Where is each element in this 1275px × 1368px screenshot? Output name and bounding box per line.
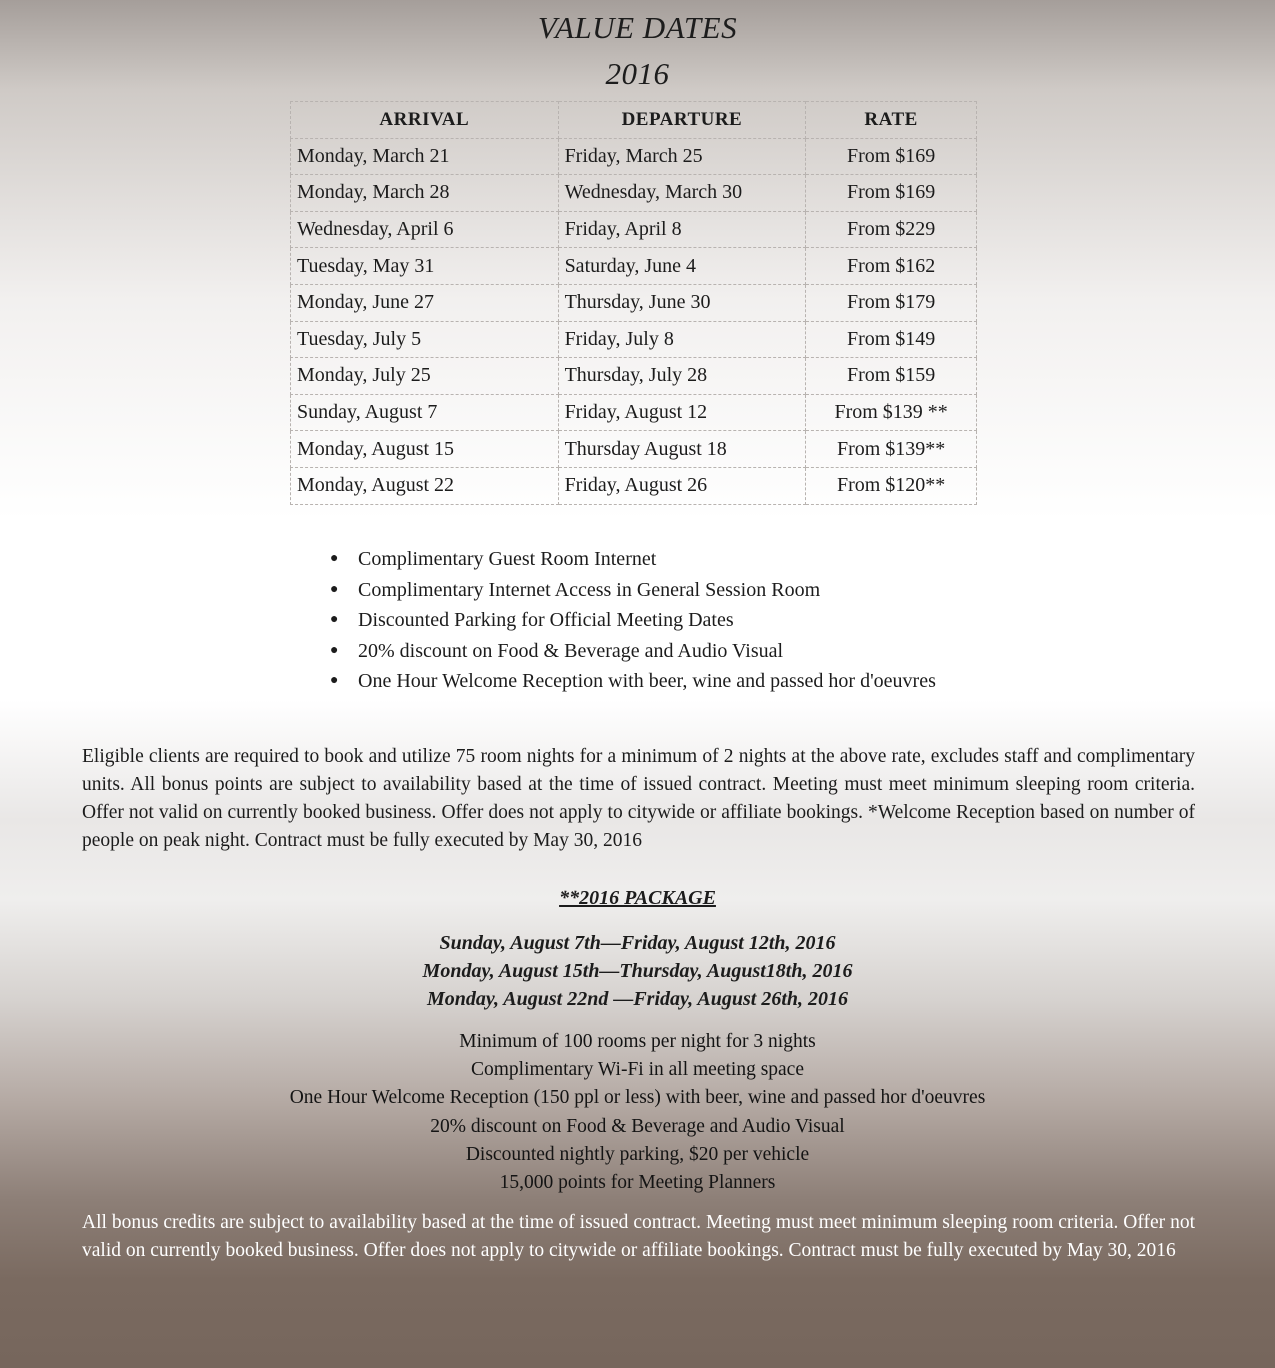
rate-cell: From $169 <box>806 138 977 175</box>
bullet-icon: ● <box>330 673 339 689</box>
arrival-cell: Tuesday, May 31 <box>291 248 559 285</box>
rate-cell: From $229 <box>806 211 977 248</box>
arrival-cell: Monday, August 15 <box>291 431 559 468</box>
departure-cell: Saturday, June 4 <box>558 248 806 285</box>
package-items <box>0 1028 1275 1197</box>
departure-cell: Wednesday, March 30 <box>558 175 806 212</box>
perks-list <box>330 544 936 697</box>
departure-cell: Thursday, June 30 <box>558 284 806 321</box>
arrival-cell: Wednesday, April 6 <box>291 211 559 248</box>
page-year: 2016 <box>605 56 670 91</box>
arrival-cell: Monday, July 25 <box>291 358 559 395</box>
rate-cell: From $162 <box>806 248 977 285</box>
table-row <box>291 321 977 358</box>
package-date-line: Monday, August 22nd —Friday, August 26th, 2016 <box>426 988 849 1010</box>
package-item: 20% discount on Food & Beverage and Audio Visual <box>430 1115 845 1137</box>
arrival-cell: Sunday, August 7 <box>291 394 559 431</box>
table-header-row <box>291 102 977 139</box>
arrival-cell: Tuesday, July 5 <box>291 321 559 358</box>
departure-cell: Thursday, July 28 <box>558 358 806 395</box>
table-row <box>291 211 977 248</box>
departure-cell: Friday, August 26 <box>558 467 806 504</box>
package-date-line: Monday, August 15th—Thursday, August18th, 2016 <box>422 960 853 982</box>
departure-cell: Friday, April 8 <box>558 211 806 248</box>
list-item <box>330 666 936 697</box>
package-item: Complimentary Wi-Fi in all meeting space <box>471 1059 804 1081</box>
bullet-icon: ● <box>330 642 339 658</box>
table-row <box>291 284 977 321</box>
list-item <box>330 636 936 667</box>
list-item <box>330 544 936 575</box>
departure-cell: Thursday August 18 <box>558 431 806 468</box>
rate-cell: From $159 <box>806 358 977 395</box>
list-item <box>330 575 936 606</box>
table-row <box>291 138 977 175</box>
perk-text: One Hour Welcome Reception with beer, wine and passed hor d'oeuvres <box>358 670 936 693</box>
rate-cell: From $139 ** <box>806 394 977 431</box>
table-row <box>291 175 977 212</box>
arrival-cell: Monday, June 27 <box>291 284 559 321</box>
package-item: Minimum of 100 rooms per night for 3 nights <box>459 1031 816 1052</box>
column-header-rate: RATE <box>806 102 977 139</box>
bullet-icon: ● <box>330 581 339 597</box>
package-item: 15,000 points for Meeting Planners <box>499 1172 776 1194</box>
terms-paragraph: All bonus credits are subject to availability based at the time of issued contract. Meeting must meet minimum sleeping room criteria. Offer not valid on currently booked business. Offer does not apply to citywide or affiliate bookings. Contract must be fully executed by May 30, 2016 <box>82 1212 1195 1261</box>
package-item: Discounted nightly parking, $20 per vehicle <box>465 1143 810 1165</box>
list-item <box>330 605 936 636</box>
rate-cell: From $169 <box>806 175 977 212</box>
column-header-departure: DEPARTURE <box>558 102 806 139</box>
package-item: One Hour Welcome Reception (150 ppl or less) with beer, wine and passed hor d'oeuvres <box>289 1087 986 1109</box>
table-row <box>291 358 977 395</box>
arrival-cell: Monday, March 28 <box>291 175 559 212</box>
perk-text: Discounted Parking for Official Meeting Dates <box>358 609 734 632</box>
departure-cell: Friday, August 12 <box>558 394 806 431</box>
value-dates-table <box>290 101 977 505</box>
table-row <box>291 394 977 431</box>
perk-text: Complimentary Internet Access in General Session Room <box>358 578 821 601</box>
package-title: **2016 PACKAGE <box>559 887 716 909</box>
rate-cell: From $149 <box>806 321 977 358</box>
bullet-icon: ● <box>330 551 339 566</box>
arrival-cell: Monday, March 21 <box>291 138 559 175</box>
bullet-icon: ● <box>330 612 339 628</box>
rate-cell: From $179 <box>806 284 977 321</box>
rate-cell: From $120** <box>806 467 977 504</box>
table-row <box>291 467 977 504</box>
rate-cell: From $139** <box>806 431 977 468</box>
page-title: VALUE DATES <box>537 10 738 45</box>
eligibility-paragraph: Eligible clients are required to book and utilize 75 room nights for a minimum of 2 nights at the above rate, excludes staff and complimentary units. All bonus points are subject to availability based at the time of issued contract. Meeting must meet minimum sleeping room criteria. Offer not valid on currently booked business. Offer does not apply to citywide or affiliate bookings. *Welcome Reception based on number of people on peak night. Contract must be fully executed by May 30, 2016 <box>82 746 1195 851</box>
package-dates <box>0 929 1275 1013</box>
perk-text: 20% discount on Food & Beverage and Audio Visual <box>358 639 784 662</box>
arrival-cell: Monday, August 22 <box>291 467 559 504</box>
package-date-line: Sunday, August 7th—Friday, August 12th, 2016 <box>439 932 836 954</box>
column-header-arrival: ARRIVAL <box>291 102 559 139</box>
departure-cell: Friday, March 25 <box>558 138 806 175</box>
perk-text: Complimentary Guest Room Internet <box>358 548 657 570</box>
departure-cell: Friday, July 8 <box>558 321 806 358</box>
table-row <box>291 431 977 468</box>
table-row <box>291 248 977 285</box>
